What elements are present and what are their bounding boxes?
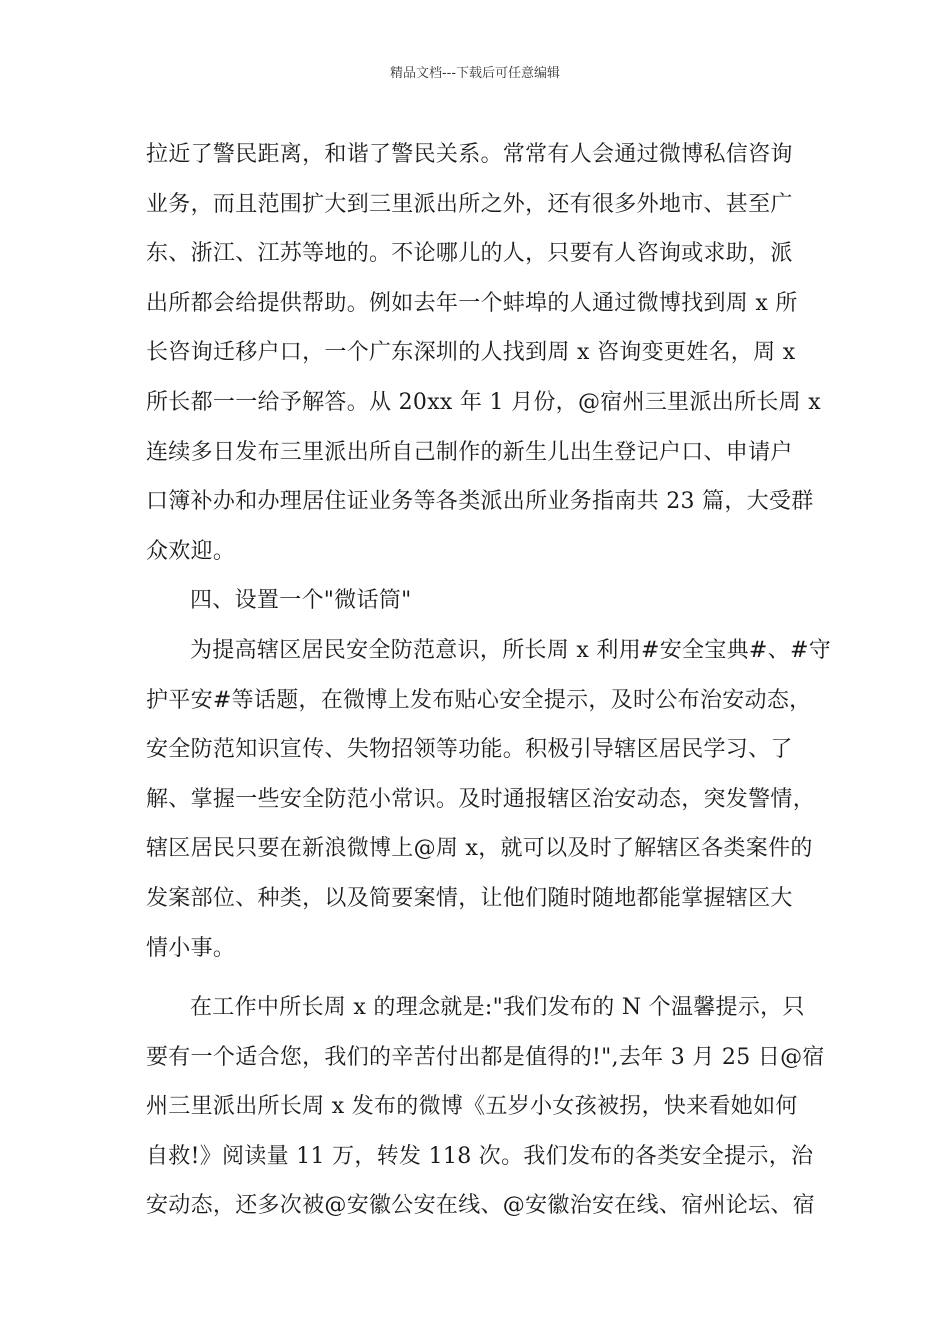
document-body bbox=[146, 130, 831, 1231]
text-line: 解、掌握一些安全防范小常识。及时通报辖区治安动态，突发警情， bbox=[146, 786, 816, 812]
text-line: 要有一个适合您，我们的辛苦付出都是值得的!",去年 3 月 25 日@宿 bbox=[146, 1044, 825, 1070]
text-line: 业务，而且范围扩大到三里派出所之外，还有很多外地市、甚至广 bbox=[146, 191, 793, 217]
text-line: 众欢迎。 bbox=[146, 538, 236, 564]
paragraph-1 bbox=[146, 130, 821, 576]
paragraph-gap bbox=[146, 973, 816, 983]
text-line: 拉近了警民距离，和谐了警民关系。常常有人会通过微博私信咨询 bbox=[146, 142, 793, 167]
page-header: 精品文档---下载后可任意编辑 bbox=[389, 66, 561, 81]
paragraph-2 bbox=[146, 626, 831, 973]
text-line: 东、浙江、江苏等地的。不论哪儿的人，只要有人咨询或求助，派 bbox=[146, 241, 793, 267]
text-line: 口簿补办和办理居住证业务等各类派出所业务指南共 23 篇，大受群 bbox=[146, 489, 814, 515]
text-line: 所长都一一给予解答。从 20xx 年 1 月份，@宿州三里派出所长周 x bbox=[146, 389, 821, 415]
text-line: 安动态，还多次被@安徽公安在线、@安徽治安在线、宿州论坛、宿 bbox=[146, 1193, 816, 1219]
section-heading-text: 四、设置一个"微话筒" bbox=[190, 588, 412, 614]
text-line: 情小事。 bbox=[146, 935, 236, 961]
text-line: 自救!》阅读量 11 万，转发 118 次。我们发布的各类安全提示，治 bbox=[146, 1143, 814, 1169]
text-line: 安全防范知识宣传、失物招领等功能。积极引导辖区居民学习、了 bbox=[146, 737, 793, 763]
text-line: 出所都会给提供帮助。例如去年一个蚌埠的人通过微博找到周 x 所 bbox=[146, 290, 798, 316]
section-heading bbox=[146, 576, 816, 626]
text-line: 州三里派出所长周 x 发布的微博《五岁小女孩被拐，快来看她如何 bbox=[146, 1094, 798, 1120]
text-line: 辖区居民只要在新浪微博上@周 x，就可以及时了解辖区各类案件的 bbox=[146, 836, 813, 862]
text-line: 长咨询迁移户口，一个广东深圳的人找到周 x 咨询变更姓名，周 x bbox=[146, 340, 796, 366]
text-line: 发案部位、种类，以及简要案情，让他们随时随地都能掌握辖区大 bbox=[146, 885, 793, 911]
text-line: 在工作中所长周 x 的理念就是:"我们发布的 N 个温馨提示，只 bbox=[190, 995, 805, 1021]
text-line: 护平安#等话题，在微博上发布贴心安全提示，及时公布治安动态， bbox=[146, 687, 812, 713]
text-line: 连续多日发布三里派出所自己制作的新生儿出生登记户口、申请户 bbox=[146, 439, 793, 465]
text-line: 为提高辖区居民安全防范意识，所长周 x 利用#安全宝典#、#守 bbox=[190, 637, 831, 663]
paragraph-3 bbox=[146, 983, 825, 1231]
